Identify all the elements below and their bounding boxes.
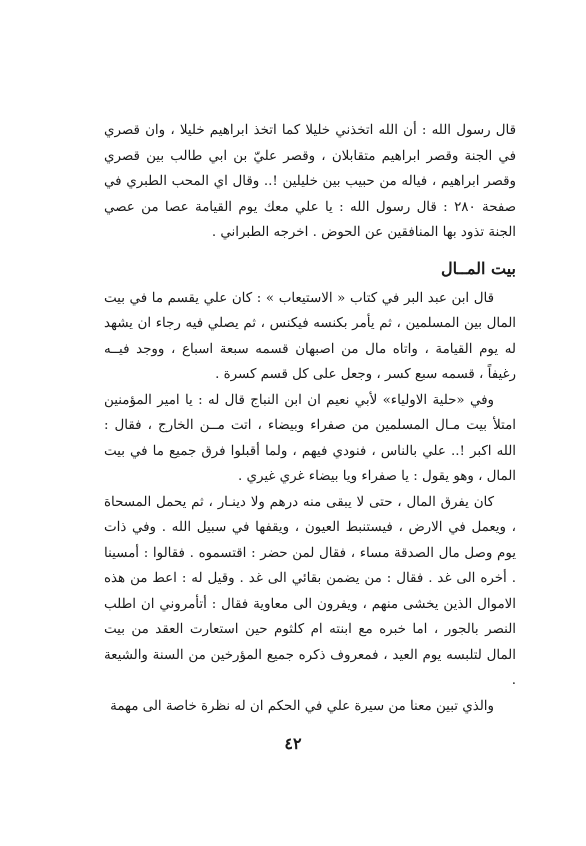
- paragraph-distribution: كان يفرق المال ، حتى لا يبقى منه درهم ولا دينـار ، ثم يحمل المسحاة ، ويعمل في الارض ، فيستنبط العيون ، ويقفها في سبيل الله . وفي ذات يوم وصل مال الصدقة مساء ، فقال لمن حضر : اقتسموه . فقالوا : أمسينا . أخره الى غد . فقال : من يضمن بقائي الى غد . وقيل له : اعط من هذه الاموال الذين يخشى منهم ، ويفرون الى معاوية فقال : أتأمروني ان اطلب النصر بالجور ، اما خبره مع ابنته ام كلثوم حين استعارت العقد من بيت المال لتلبسه يوم العيد ، فمعروف ذكره جميع المؤرخين من السنة والشيعة .: [104, 494, 516, 688]
- section-heading: بيت المــال: [440, 258, 516, 278]
- page-number: ٤٢: [284, 734, 302, 753]
- paragraph-hilya: وفي «حلية الاولياء» لأبي نعيم ان ابن النباج قال له : يا امير المؤمنين امتلأ بيت مـال المسلمين من صفراء وبيضاء ، اتت مــن الخارج ، فقال : الله اكبر !.. علي بالناس ، فنودي فيهم ، ولما أقبلوا فرق جميع ما في بيت المال ، وهو يقول : يا صفراء ويا بيضاء غري غيري .: [104, 392, 516, 484]
- paragraph-istiab: قال ابن عبد البر في كتاب « الاستيعاب » : كان علي يقسم ما في بيت المال بين المسلمين ، ثم يأمر بكنسه فيكنس ، ثم يصلي فيه رجاء ان يشهد له يوم القيامة ، واتاه مال من اصبهان قسمه سبعة اسباع ، ووجد فيــه رغيفاً ، قسمه سبع كسر ، وجعل على كل قسم كسرة .: [104, 290, 516, 382]
- paragraph-closing: والذي تبين معنا من سيرة علي في الحكم ان له نظرة خاصة الى مهمة: [110, 698, 494, 714]
- page-body: [104, 118, 516, 719]
- intro-paragraph: قال رسول الله : أن الله اتخذني خليلا كما اتخذ ابراهيم خليلا ، وان قصري في الجنة وقصر ابراهيم متقابلان ، وقصر عليّ بن ابي طالب بين قصري وقصر ابراهيم ، فياله من حبيب بين خليلين !.. وقال اي المحب الطبري في صفحة ٢٨٠ : قال رسول الله : يا علي معك يوم القيامة عصا من عصي الجنة تذود بها المنافقين عن الحوض . اخرجه الطبراني .: [104, 123, 516, 240]
